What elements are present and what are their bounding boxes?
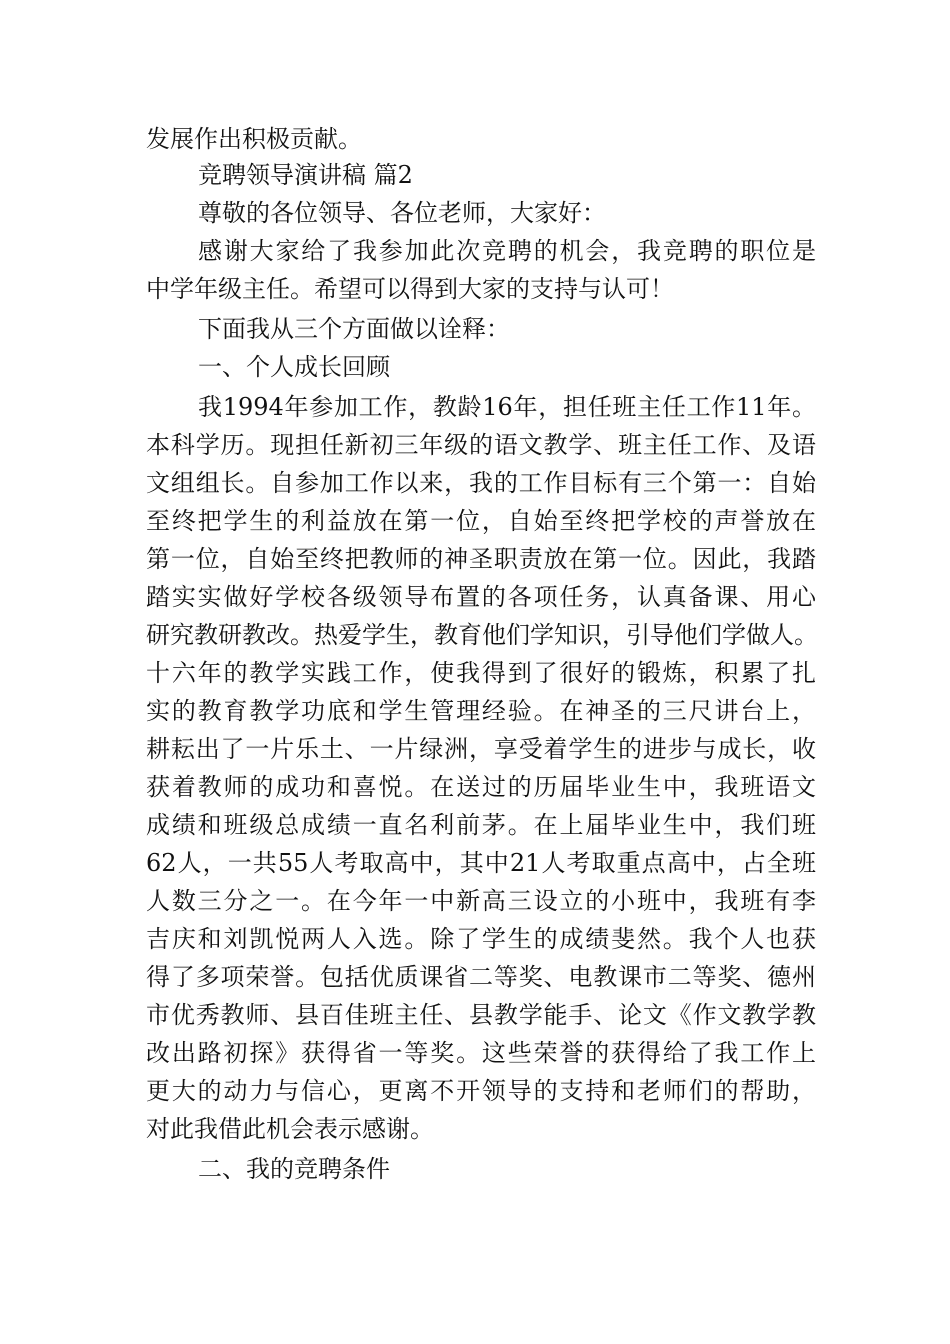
text-line: 吉庆和刘凯悦两人入选。除了学生的成绩斐然。我个人也获 xyxy=(146,925,816,953)
text-line: 市优秀教师、县百佳班主任、县教学能手、论文《作文教学教 xyxy=(146,1001,816,1029)
text-line: 下面我从三个方面做以诠释： xyxy=(198,315,510,343)
text-line: 第一位，自始至终把教师的神圣职责放在第一位。因此，我踏 xyxy=(146,545,816,573)
text-line: 耕耘出了一片乐土、一片绿洲，享受着学生的进步与成长，收 xyxy=(146,735,816,763)
text-line: 成绩和班级总成绩一直名利前茅。在上届毕业生中，我们班 xyxy=(146,811,816,839)
text-line: 获着教师的成功和喜悦。在送过的历届毕业生中，我班语文 xyxy=(146,773,816,801)
text-line: 中学年级主任。希望可以得到大家的支持与认可！ xyxy=(146,275,674,303)
text-line: 十六年的教学实践工作，使我得到了很好的锻炼，积累了扎 xyxy=(146,659,816,687)
section-heading: 竞聘领导演讲稿 篇2 xyxy=(198,161,413,189)
subheading: 二、我的竞聘条件 xyxy=(198,1155,390,1183)
text-line: 人数三分之一。在今年一中新高三设立的小班中，我班有李 xyxy=(146,887,816,915)
text-line: 文组组长。自参加工作以来，我的工作目标有三个第一：自始 xyxy=(146,469,816,497)
text-line: 研究教研教改。热爱学生，教育他们学知识，引导他们学做人。 xyxy=(146,621,818,649)
text-line: 发展作出积极贡献。 xyxy=(146,125,362,153)
text-line: 实的教育教学功底和学生管理经验。在神圣的三尺讲台上， xyxy=(146,697,816,725)
salutation-line: 尊敬的各位领导、各位老师，大家好： xyxy=(198,199,606,227)
text-line: 我1994年参加工作，教龄16年，担任班主任工作11年。 xyxy=(198,393,816,421)
text-line: 至终把学生的利益放在第一位，自始至终把学校的声誉放在 xyxy=(146,507,816,535)
subheading: 一、个人成长回顾 xyxy=(198,353,390,381)
text-line: 62人，一共55人考取高中，其中21人考取重点高中，占全班 xyxy=(146,849,816,877)
text-line: 本科学历。现担任新初三年级的语文教学、班主任工作、及语 xyxy=(146,431,816,459)
text-line: 对此我借此机会表示感谢。 xyxy=(146,1115,434,1143)
text-line: 更大的动力与信心，更离不开领导的支持和老师们的帮助， xyxy=(146,1077,816,1105)
text-line: 改出路初探》获得省一等奖。这些荣誉的获得给了我工作上 xyxy=(146,1039,816,1067)
text-line: 踏实实做好学校各级领导布置的各项任务，认真备课、用心 xyxy=(146,583,816,611)
text-line: 得了多项荣誉。包括优质课省二等奖、电教课市二等奖、德州 xyxy=(146,963,816,991)
text-line: 感谢大家给了我参加此次竞聘的机会，我竞聘的职位是 xyxy=(198,237,816,265)
